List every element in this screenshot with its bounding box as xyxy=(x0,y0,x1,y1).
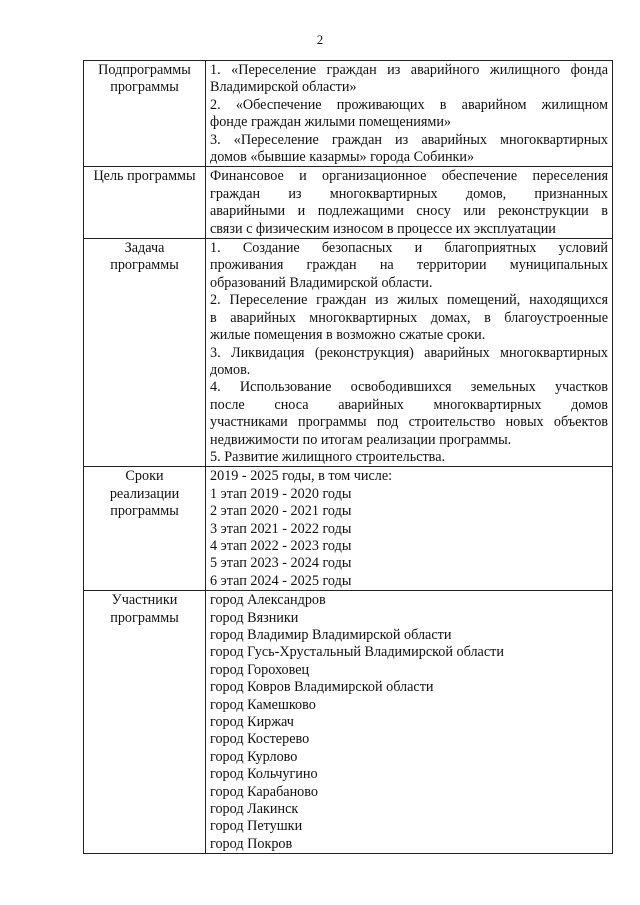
program-passport-table xyxy=(83,60,613,854)
content-line: участниками программы под строительство новых объектов xyxy=(210,414,608,431)
content-line: связи с физическим износом в процессе их эксплуатации xyxy=(210,220,556,237)
content-line: 4 этап 2022 - 2023 годы xyxy=(210,537,352,554)
row-label-line: реализации xyxy=(109,485,180,502)
content-line: 3. «Переселение граждан из аварийных многоквартирных xyxy=(210,131,608,148)
content-line: 2 этап 2020 - 2021 годы xyxy=(210,503,352,520)
content-line: город Петушки xyxy=(210,818,303,835)
row-label-line: Подпрограммы xyxy=(98,62,191,78)
row-label-line: программы xyxy=(110,257,179,274)
content-line: город Камешково xyxy=(210,696,316,713)
content-line: 2. Переселение граждан из жилых помещений, находящихся xyxy=(210,292,608,309)
content-line: город Александров xyxy=(210,592,326,609)
row-label xyxy=(84,61,206,167)
content-line: 1 этап 2019 - 2020 годы xyxy=(210,485,352,502)
row-label-line: программы xyxy=(110,609,179,626)
content-line: 3. Ликвидация (реконструкция) аварийных многоквартирных xyxy=(210,344,608,361)
content-line: 2019 - 2025 годы, в том числе: xyxy=(210,468,393,485)
row-label xyxy=(84,167,206,239)
content-line: город Киржач xyxy=(210,714,294,731)
row-content xyxy=(206,167,613,239)
content-line: недвижимости по итогам реализации программы. xyxy=(210,431,512,448)
row-label xyxy=(84,467,206,591)
content-line: город Костерево xyxy=(210,731,310,748)
content-line: после сноса аварийных многоквартирных домов xyxy=(210,396,608,413)
table-row-participants xyxy=(84,591,613,854)
content-line: Финансовое и организационное обеспечение переселения xyxy=(210,168,608,185)
content-line: аварийными и подлежащими сносу или реконструкции в xyxy=(210,203,608,220)
content-line: город Владимир Владимирской области xyxy=(210,627,452,643)
content-line: граждан из многоквартирных домов, признанных xyxy=(210,185,608,202)
content-line: город Гусь-Хрустальный Владимирской области xyxy=(210,644,504,661)
content-line: город Гороховец xyxy=(210,661,310,678)
content-line: город Курлово xyxy=(210,748,298,765)
content-line: 4. Использование освободившихся земельных участков xyxy=(210,379,608,396)
page-number: 2 xyxy=(316,32,324,47)
row-label xyxy=(84,239,206,467)
row-label-line: Цель программы xyxy=(93,168,196,185)
row-content xyxy=(206,467,613,591)
row-label-line: программы xyxy=(110,503,179,520)
content-line: образований Владимирской области. xyxy=(210,274,433,291)
row-label-line: Участники xyxy=(111,592,178,609)
content-line: проживания граждан на территории муниципальных xyxy=(210,257,608,274)
row-content xyxy=(206,61,613,167)
content-line: город Карабаново xyxy=(210,783,318,800)
table-row-tasks xyxy=(84,239,613,467)
row-content xyxy=(206,591,613,854)
content-line: фонде граждан жилыми помещениями» xyxy=(210,114,452,131)
row-label-line: Задача xyxy=(124,240,165,257)
content-line: город Ковров Владимирской области xyxy=(210,679,434,696)
content-line: жилые помещения в возможно сжатые сроки. xyxy=(210,327,486,344)
table-row-goal xyxy=(84,167,613,239)
row-label-line: программы xyxy=(110,79,179,96)
content-line: 1. Создание безопасных и благоприятных условий xyxy=(210,240,608,257)
content-line: в аварийных многоквартирных домах, в благоустроенные xyxy=(210,309,608,326)
row-label-line: Сроки xyxy=(125,468,164,485)
content-line: домов. xyxy=(210,361,251,378)
content-line: 5 этап 2023 - 2024 годы xyxy=(210,555,352,572)
content-line: город Вязники xyxy=(210,609,299,626)
content-line: город Лакинск xyxy=(210,801,299,818)
content-line: 6 этап 2024 - 2025 годы xyxy=(210,572,352,589)
content-line: домов «бывшие казармы» города Собинки» xyxy=(210,149,475,166)
content-line: город Кольчугино xyxy=(210,766,318,783)
table-row-terms xyxy=(84,467,613,591)
row-label xyxy=(84,591,206,854)
table-row-subprograms xyxy=(84,61,613,167)
content-line: город Покров xyxy=(210,835,293,852)
content-line: 5. Развитие жилищного строительства. xyxy=(210,448,446,465)
row-content xyxy=(206,239,613,467)
content-line: Владимирской области» xyxy=(210,79,357,96)
content-line: 3 этап 2021 - 2022 годы xyxy=(210,520,352,537)
content-line: 2. «Обеспечение проживающих в аварийном жилищном xyxy=(210,96,608,113)
content-line: 1. «Переселение граждан из аварийного жилищного фонда xyxy=(210,62,608,78)
